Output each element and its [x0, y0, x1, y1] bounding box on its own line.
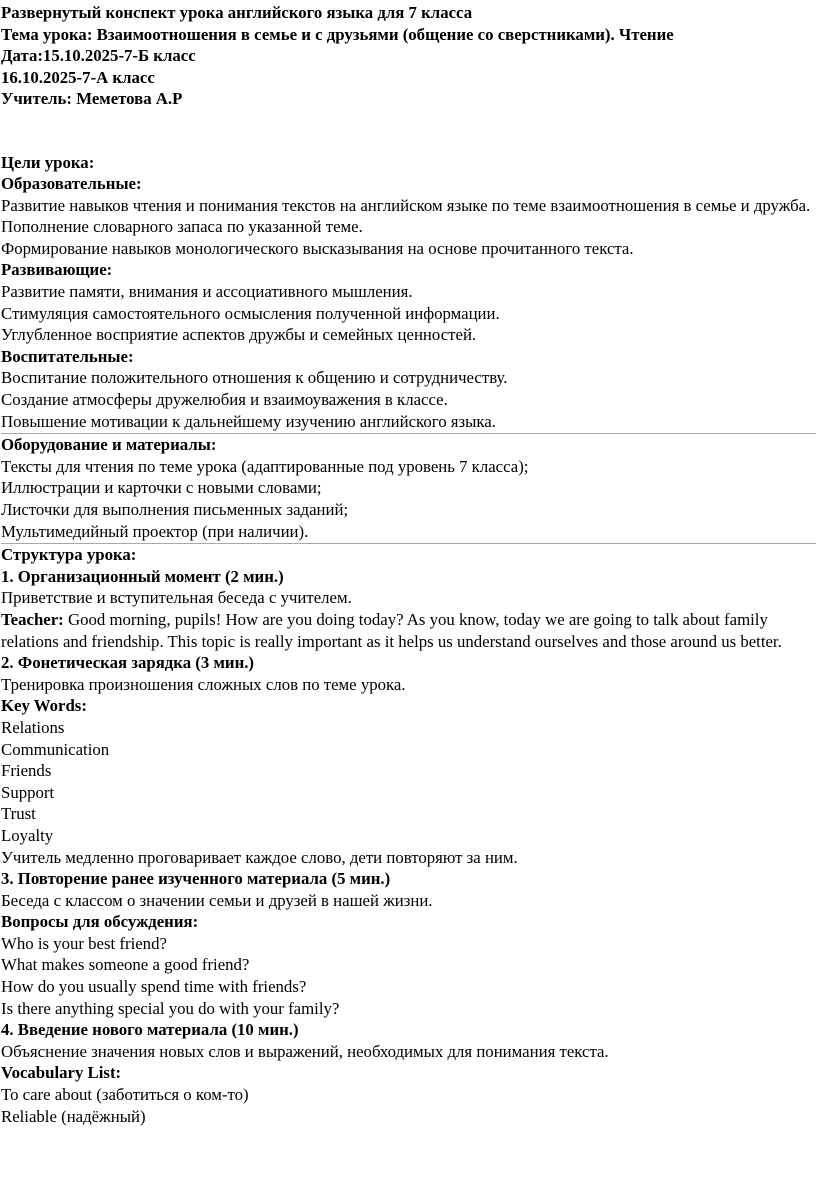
educational-item: Формирование навыков монологического высказывания на основе прочитанного текста.	[1, 238, 634, 258]
teacher-name: Учитель: Меметова А.Р	[1, 89, 183, 108]
keyword-item: Trust	[1, 804, 36, 824]
stage3-heading: 3. Повторение ранее изученного материала (5 мин.)	[1, 869, 391, 889]
lesson-date-7b: Дата:15.10.2025-7-Б класс	[1, 46, 196, 65]
structure-section	[1, 544, 816, 1127]
question-item: What makes someone a good friend?	[1, 955, 250, 975]
vocab-item: Reliable (надёжный)	[1, 1106, 146, 1126]
questions-heading: Вопросы для обсуждения:	[1, 912, 199, 932]
stage2-heading: 2. Фонетическая зарядка (3 мин.)	[1, 653, 255, 673]
stage4-text: Объяснение значения новых слов и выражений, необходимых для понимания текста.	[1, 1041, 609, 1061]
question-item: Who is your best friend?	[1, 933, 167, 953]
equipment-heading: Оборудование и материалы:	[1, 435, 217, 455]
goals-section	[1, 152, 816, 433]
keyword-item: Loyalty	[1, 825, 54, 845]
goals-heading: Цели урока:	[1, 152, 95, 172]
equipment-item: Мультимедийный проектор (при наличии).	[1, 521, 309, 541]
teacher-speech: Good morning, pupils! How are you doing today? As you know, today we are going to talk about family relations and friendship. This topic is really important as it helps us understand ourselves and those around us better.	[1, 609, 782, 651]
structure-heading: Структура урока:	[1, 545, 137, 565]
question-item: Is there anything special you do with your family?	[1, 998, 340, 1018]
equipment-item: Тексты для чтения по теме урока (адаптированные под уровень 7 класса);	[1, 456, 529, 476]
keywords-heading: Key Words:	[1, 696, 87, 716]
educational-heading: Образовательные:	[1, 174, 142, 194]
teacher-label: Teacher:	[1, 609, 64, 629]
spacer	[1, 110, 816, 152]
question-item: How do you usually spend time with friends?	[1, 977, 307, 997]
equipment-section	[1, 434, 816, 542]
document-header	[1, 2, 816, 110]
developing-heading: Развивающие:	[1, 260, 113, 280]
stage2-text: Тренировка произношения сложных слов по теме урока.	[1, 674, 406, 694]
keyword-item: Relations	[1, 717, 65, 737]
vocab-item: To care about (заботиться о ком-то)	[1, 1085, 249, 1105]
educational-item: Развитие навыков чтения и понимания текстов на английском языке по теме взаимоотношения в семье и дружба.	[1, 195, 811, 215]
vocab-heading: Vocabulary List:	[1, 1063, 122, 1083]
educational-item: Пополнение словарного запаса по указанной теме.	[1, 217, 363, 237]
equipment-item: Листочки для выполнения письменных заданий;	[1, 500, 349, 519]
upbringing-heading: Воспитательные:	[1, 346, 134, 366]
developing-item: Развитие памяти, внимания и ассоциативного мышления.	[1, 282, 413, 302]
teacher-greeting	[1, 609, 816, 652]
developing-item: Углубленное восприятие аспектов дружбы и семейных ценностей.	[1, 325, 477, 345]
stage4-heading: 4. Введение нового материала (10 мин.)	[1, 1020, 299, 1040]
keyword-item: Friends	[1, 761, 52, 781]
upbringing-item: Создание атмосферы дружелюбия и взаимоуважения в классе.	[1, 390, 448, 410]
document-title: Развернутый конспект урока английского языка для 7 класса	[1, 3, 473, 22]
equipment-item: Иллюстрации и карточки с новыми словами;	[1, 478, 322, 498]
stage1-heading: 1. Организационный момент (2 мин.)	[1, 566, 284, 586]
developing-item: Стимуляция самостоятельного осмысления полученной информации.	[1, 303, 500, 323]
upbringing-item: Воспитание положительного отношения к общению и сотрудничеству.	[1, 368, 508, 388]
stage2-note: Учитель медленно проговаривает каждое слово, дети повторяют за ним.	[1, 847, 518, 867]
lesson-topic: Тема урока: Взаимоотношения в семье и с друзьями (общение со сверстниками). Чтение	[1, 24, 674, 44]
keyword-item: Communication	[1, 739, 110, 759]
stage1-text: Приветствие и вступительная беседа с учителем.	[1, 588, 352, 608]
upbringing-item: Повышение мотивации к дальнейшему изучению английского языка.	[1, 411, 496, 431]
keyword-item: Support	[1, 782, 55, 802]
lesson-date-7a: 16.10.2025-7-А класс	[1, 67, 155, 87]
stage3-text: Беседа с классом о значении семьи и друзей в нашей жизни.	[1, 890, 433, 910]
